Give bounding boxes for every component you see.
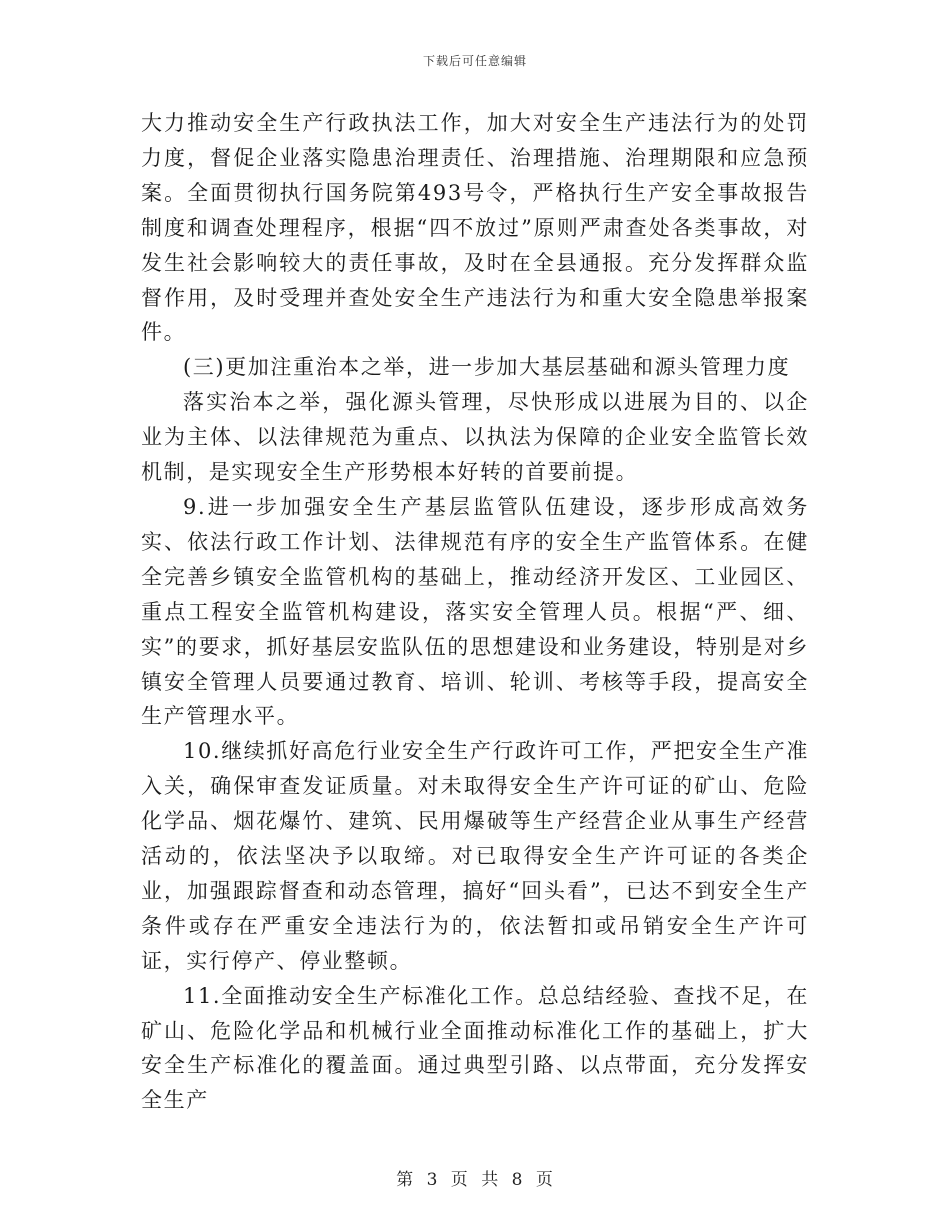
paragraph-3: 落实治本之举，强化源头管理，尽快形成以进展为目的、以企业为主体、以法律规范为重点、以执法为保障的企业安全监管长效机制，是实现安全生产形势根本好转的首要前提。	[141, 390, 809, 485]
document-body	[141, 106, 809, 1118]
item-10: 10.继续抓好高危行业安全生产行政许可工作，严把安全生产准入关，确保审查发证质量。对未取得安全生产许可证的矿山、危险化学品、烟花爆竹、建筑、民用爆破等生产经营企业从事生产经营活动的，依法坚决予以取缔。对已取得安全生产许可证的各类企业，加强跟踪督查和动态管理，搞好“回头看”，已达不到安全生产条件或存在严重安全违法行为的，依法暂扣或吊销安全生产许可证，实行停产、停业整顿。	[141, 739, 809, 973]
page-header: 下载后可任意编辑	[422, 54, 527, 68]
item-9: 9.进一步加强安全生产基层监管队伍建设，逐步形成高效务实、依法行政工作计划、法律规范有序的安全生产监管体系。在健全完善乡镇安全监管机构的基础上，推动经济开发区、工业园区、重点工程安全监管机构建设，落实安全管理人员。根据“严、细、实”的要求，抓好基层安监队伍的思想建设和业务建设，特别是对乡镇安全管理人员要通过教育、培训、轮训、考核等手段，提高安全生产管理水平。	[141, 494, 809, 729]
section-heading-3: (三)更加注重治本之举，进一步加大基层基础和源头管理力度	[183, 355, 791, 380]
paragraph-1: 大力推动安全生产行政执法工作，加大对安全生产违法行为的处罚力度，督促企业落实隐患治理责任、治理措施、治理期限和应急预案。全面贯彻执行国务院第493号令，严格执行生产安全事故报告制度和调查处理程序，根据“四不放过”原则严肃查处各类事故，对发生社会影响较大的责任事故，及时在全县通报。充分发挥群众监督作用，及时受理并查处安全生产违法行为和重大安全隐患举报案件。	[141, 111, 809, 345]
item-11: 11.全面推动安全生产标准化工作。总总结经验、查找不足，在矿山、危险化学品和机械行业全面推动标准化工作的基础上，扩大安全生产标准化的覆盖面。通过典型引路、以点带面，充分发挥安全生产	[141, 983, 809, 1113]
page-number-footer: 第 3 页 共 8 页	[396, 1170, 554, 1190]
